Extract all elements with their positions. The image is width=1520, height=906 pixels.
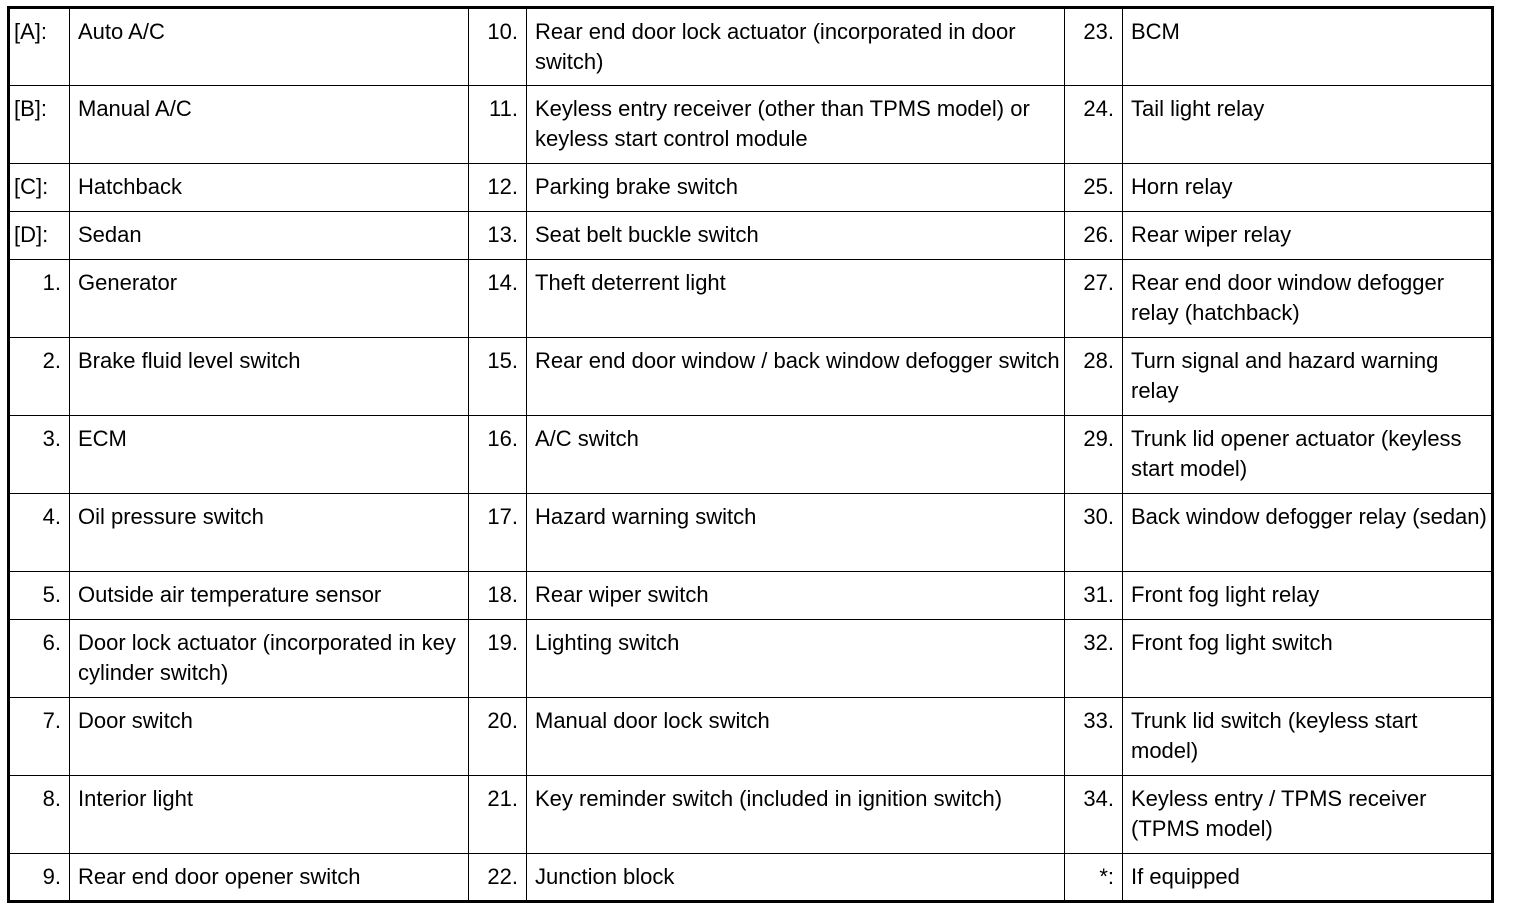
legend-item-number: 7. [9, 698, 70, 776]
legend-item-description: Trunk lid opener actuator (keyless start model) [1123, 416, 1493, 494]
legend-item-description: Key reminder switch (included in ignition switch) [527, 776, 1065, 854]
legend-item-number: 19. [469, 620, 527, 698]
legend-item-description: Horn relay [1123, 164, 1493, 212]
legend-item-number: 31. [1065, 572, 1123, 620]
legend-item-description: Brake fluid level switch [70, 338, 469, 416]
legend-row [9, 854, 1493, 902]
legend-row [9, 698, 1493, 776]
legend-item-number: 5. [9, 572, 70, 620]
legend-item-description: Hatchback [70, 164, 469, 212]
legend-item-description: BCM [1123, 8, 1493, 86]
legend-item-number: 29. [1065, 416, 1123, 494]
legend-item-description: Keyless entry receiver (other than TPMS model) or keyless start control module [527, 86, 1065, 164]
legend-item-description: Junction block [527, 854, 1065, 902]
legend-item-description: Front fog light relay [1123, 572, 1493, 620]
legend-item-description: Rear wiper relay [1123, 212, 1493, 260]
legend-item-description: Rear end door window defogger relay (hatchback) [1123, 260, 1493, 338]
legend-item-number: 27. [1065, 260, 1123, 338]
legend-item-number: 10. [469, 8, 527, 86]
legend-item-number: 22. [469, 854, 527, 902]
legend-item-number: 26. [1065, 212, 1123, 260]
legend-body [9, 8, 1493, 902]
legend-item-description: Oil pressure switch [70, 494, 469, 572]
legend-row [9, 164, 1493, 212]
legend-item-number: [B]: [9, 86, 70, 164]
legend-row [9, 776, 1493, 854]
legend-item-number: 4. [9, 494, 70, 572]
legend-item-description: ECM [70, 416, 469, 494]
legend-item-description: Sedan [70, 212, 469, 260]
legend-item-number: 8. [9, 776, 70, 854]
legend-item-number: 14. [469, 260, 527, 338]
legend-item-number: 13. [469, 212, 527, 260]
legend-item-description: A/C switch [527, 416, 1065, 494]
legend-item-number: 34. [1065, 776, 1123, 854]
legend-item-description: Lighting switch [527, 620, 1065, 698]
legend-row [9, 620, 1493, 698]
legend-item-number: *: [1065, 854, 1123, 902]
legend-item-description: Rear end door opener switch [70, 854, 469, 902]
legend-item-number: 28. [1065, 338, 1123, 416]
legend-row [9, 8, 1493, 86]
legend-item-description: Back window defogger relay (sedan) [1123, 494, 1493, 572]
legend-item-description: Generator [70, 260, 469, 338]
legend-item-description: Tail light relay [1123, 86, 1493, 164]
legend-item-description: Turn signal and hazard warning relay [1123, 338, 1493, 416]
legend-item-number: 25. [1065, 164, 1123, 212]
legend-item-description: Door switch [70, 698, 469, 776]
legend-item-number: 18. [469, 572, 527, 620]
legend-item-number: 20. [469, 698, 527, 776]
legend-item-number: 6. [9, 620, 70, 698]
legend-item-description: Rear end door window / back window defogger switch [527, 338, 1065, 416]
legend-item-description: Keyless entry / TPMS receiver (TPMS model) [1123, 776, 1493, 854]
legend-item-number: 30. [1065, 494, 1123, 572]
legend-item-number: 11. [469, 86, 527, 164]
legend-item-description: Manual A/C [70, 86, 469, 164]
legend-row [9, 494, 1493, 572]
legend-row [9, 338, 1493, 416]
legend-table [7, 6, 1494, 903]
legend-row [9, 416, 1493, 494]
legend-item-number: 15. [469, 338, 527, 416]
legend-item-number: 9. [9, 854, 70, 902]
legend-item-number: 16. [469, 416, 527, 494]
legend-item-number: 3. [9, 416, 70, 494]
legend-row [9, 260, 1493, 338]
legend-row [9, 86, 1493, 164]
legend-item-number: [C]: [9, 164, 70, 212]
legend-item-description: Manual door lock switch [527, 698, 1065, 776]
legend-item-description: Seat belt buckle switch [527, 212, 1065, 260]
legend-item-number: 33. [1065, 698, 1123, 776]
legend-item-description: Door lock actuator (incorporated in key cylinder switch) [70, 620, 469, 698]
legend-item-description: Trunk lid switch (keyless start model) [1123, 698, 1493, 776]
legend-item-number: [A]: [9, 8, 70, 86]
legend-item-description: Rear end door lock actuator (incorporated in door switch) [527, 8, 1065, 86]
legend-item-description: Auto A/C [70, 8, 469, 86]
legend-item-description: Front fog light switch [1123, 620, 1493, 698]
legend-item-number: 1. [9, 260, 70, 338]
legend-item-number: 2. [9, 338, 70, 416]
legend-item-number: [D]: [9, 212, 70, 260]
legend-item-description: If equipped [1123, 854, 1493, 902]
legend-item-number: 21. [469, 776, 527, 854]
legend-item-description: Parking brake switch [527, 164, 1065, 212]
legend-item-number: 24. [1065, 86, 1123, 164]
legend-item-description: Theft deterrent light [527, 260, 1065, 338]
legend-item-number: 12. [469, 164, 527, 212]
legend-item-number: 17. [469, 494, 527, 572]
legend-item-description: Hazard warning switch [527, 494, 1065, 572]
legend-item-number: 23. [1065, 8, 1123, 86]
legend-row [9, 572, 1493, 620]
legend-item-description: Interior light [70, 776, 469, 854]
legend-item-number: 32. [1065, 620, 1123, 698]
legend-row [9, 212, 1493, 260]
legend-item-description: Rear wiper switch [527, 572, 1065, 620]
legend-item-description: Outside air temperature sensor [70, 572, 469, 620]
